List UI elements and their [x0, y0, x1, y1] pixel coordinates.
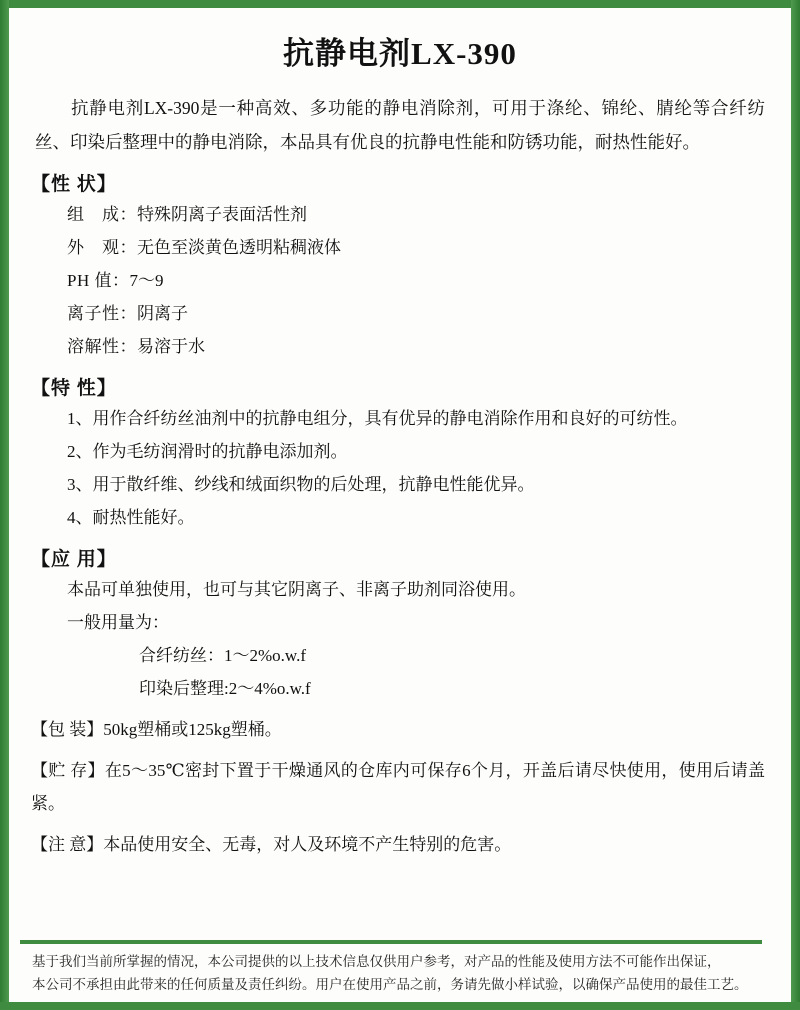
property-value: 特殊阴离子表面活性剂 — [137, 205, 307, 224]
property-row — [67, 198, 791, 231]
feature-item: 3、用于散纤维、纱线和绒面织物的后处理，抗静电性能优异。 — [67, 475, 535, 494]
property-key: 外 观： — [67, 238, 137, 257]
packaging-text: 50kg塑桶或125kg塑桶。 — [103, 720, 282, 739]
document-content — [9, 8, 791, 1002]
section-heading-packaging: 【包 装】 — [31, 720, 104, 739]
feature-item: 1、用作合纤纺丝油剂中的抗静电组分，具有优异的静电消除作用和良好的可纺性。 — [67, 409, 688, 428]
property-value: 无色至淡黄色透明粘稠液体 — [137, 238, 341, 257]
section-heading-application: 【应 用】 — [31, 549, 117, 570]
right-green-bar — [791, 0, 800, 1010]
bottom-green-bar — [0, 1002, 800, 1010]
footer-divider — [20, 940, 762, 944]
footer-disclaimer — [32, 950, 752, 996]
property-row — [67, 330, 791, 363]
notice-text: 本品使用安全、无毒，对人及环境不产生特别的危害。 — [103, 835, 512, 854]
left-green-bar — [0, 0, 9, 1010]
property-row — [67, 264, 791, 297]
top-green-bar — [0, 0, 800, 8]
property-value: 7～9 — [129, 271, 164, 290]
section-heading-notice: 【注 意】 — [31, 835, 104, 854]
footer-line: 基于我们当前所掌握的情况，本公司提供的以上技术信息仅供用户参考，对产品的性能及使用方法不可能作出保证， — [32, 954, 721, 969]
section-heading-storage: 【贮 存】 — [31, 761, 105, 780]
property-row — [67, 231, 791, 264]
section-notice — [31, 828, 765, 861]
property-row — [67, 297, 791, 330]
dosage-item: 印染后整理:2～4%o.w.f — [139, 679, 311, 698]
section-heading-properties: 【性 状】 — [31, 174, 117, 195]
dosage-item: 合纤纺丝：1～2%o.w.f — [139, 646, 306, 665]
storage-text: 在5～35℃密封下置于干燥通风的仓库内可保存6个月，开盖后请尽快使用，使用后请盖紧。 — [31, 761, 766, 813]
property-key: 组 成： — [67, 205, 137, 224]
application-paragraph: 本品可单独使用，也可与其它阴离子、非离子助剂同浴使用。 — [67, 580, 526, 599]
page-title: 抗静电剂LX-390 — [283, 36, 517, 71]
property-key: PH 值： — [67, 271, 130, 290]
feature-item: 2、作为毛纺润滑时的抗静电添加剂。 — [67, 442, 348, 461]
property-key: 离子性： — [67, 304, 137, 323]
section-heading-features: 【特 性】 — [31, 378, 117, 399]
footer-line: 本公司不承担由此带来的任何质量及责任纠纷。用户在使用产品之前，务请先做小样试验，以确保产品使用的最佳工艺。 — [32, 977, 748, 992]
property-value: 阴离子 — [137, 304, 188, 323]
feature-item: 4、耐热性能好。 — [67, 508, 195, 527]
section-storage — [31, 754, 765, 820]
intro-paragraph: 抗静电剂LX-390是一种高效、多功能的静电消除剂，可用于涤纶、锦纶、腈纶等合纤纺丝、印染后整理中的静电消除，本品具有优良的抗静电性能和防锈功能，耐热性能好。 — [35, 98, 765, 152]
property-key: 溶解性： — [67, 337, 137, 356]
dosage-label: 一般用量为： — [67, 613, 169, 632]
property-value: 易溶于水 — [137, 337, 205, 356]
section-packaging — [31, 713, 765, 746]
